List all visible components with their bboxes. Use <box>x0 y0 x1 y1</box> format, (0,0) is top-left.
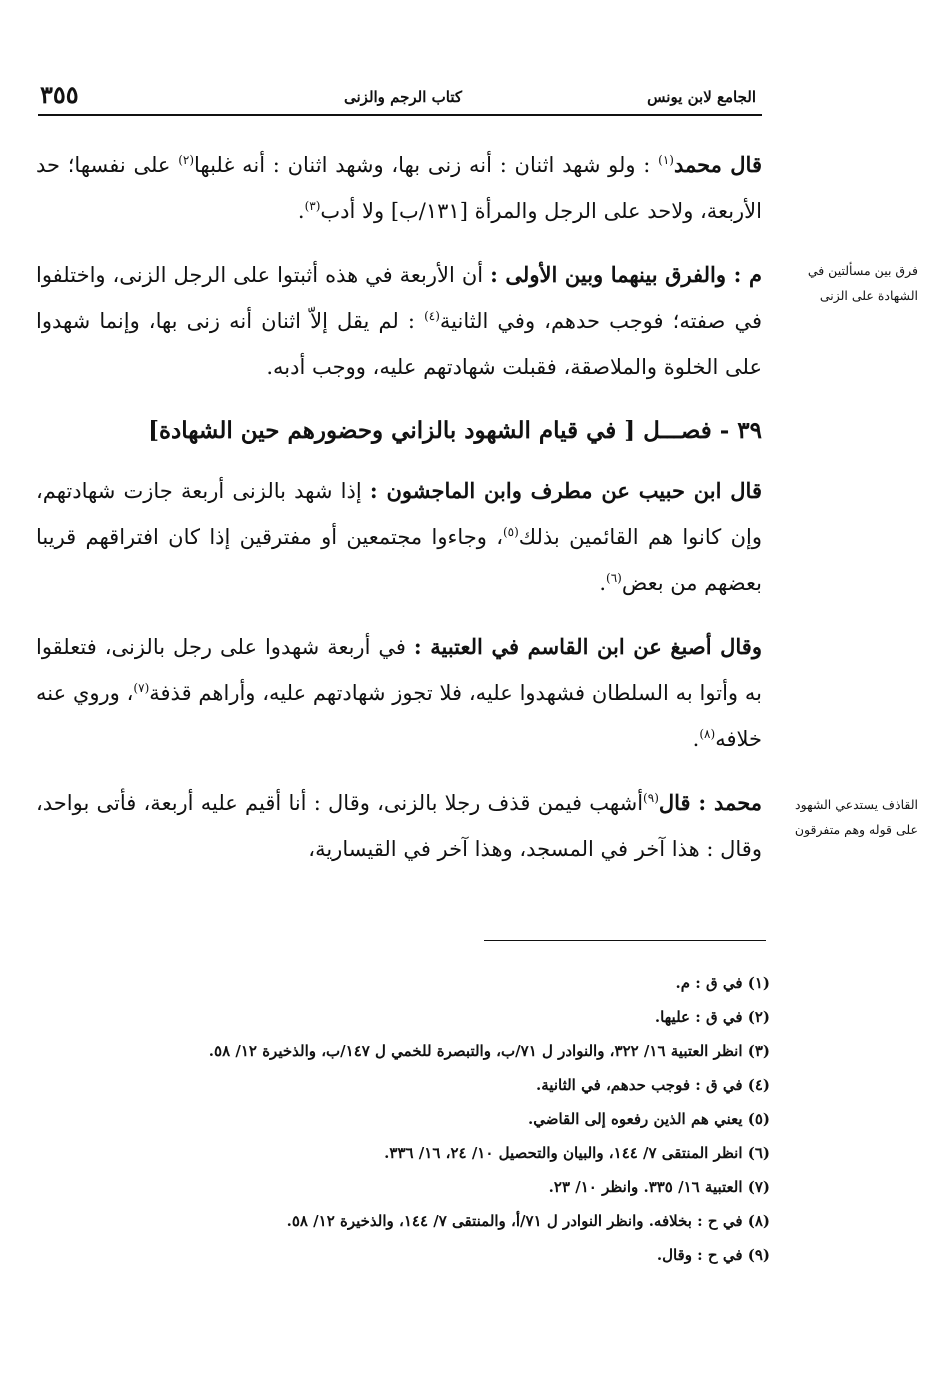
footnotes <box>50 966 770 1272</box>
footnote-ref: (٩) <box>643 791 659 805</box>
footnote-item: (٢) في ق : عليها. <box>654 1008 770 1026</box>
footnote-ref: (٤) <box>424 309 440 323</box>
paragraph-4 <box>36 624 762 762</box>
paragraph-lead: م : والفرق بينهما وبين الأولى : <box>490 262 762 287</box>
book-title: الجامع لابن يونس <box>647 88 756 106</box>
paragraph-text: ، وروي عنه خلافه <box>36 681 762 751</box>
section-heading: ٣٩ - فصـــل [ في قيام الشهود بالزاني وحضورهم حين الشهادة] <box>148 417 762 444</box>
paragraph-text: : لم يقل إلاّ اثنان أنه زنى بها، وإنما شهدوا على الخلوة والملاصقة، فقبلت شهادتهم عليه، ووجب أدبه. <box>36 309 762 379</box>
footnote-item: (٧) العتبية ١٦/ ٣٣٥. وانظر ١٠/ ٢٣. <box>548 1178 770 1196</box>
footnote-divider <box>484 940 766 941</box>
margin-note-2: القاذف يستدعي الشهود على قوله وهم متفرقون <box>794 797 918 837</box>
paragraph-text: . <box>599 571 607 595</box>
footnote-ref: (٨) <box>699 727 716 741</box>
footnote-item: (٣) انظر العتبية ١٦/ ٣٢٢، والنوادر ل ٧١/ب، والتبصرة للخمي ل ١٤٧/ب، والذخيرة ١٢/ ٥٨. <box>208 1042 770 1060</box>
footnote-ref: (٢) <box>178 153 195 167</box>
paragraph-1 <box>36 142 762 234</box>
page-number: ٣٥٥ <box>40 80 79 109</box>
footnote-ref: (٦) <box>606 571 622 585</box>
footnote-ref: (٧) <box>133 681 150 695</box>
paragraph-text: أن الأربعة في هذه أثبتوا على الرجل الزنى، واختلفوا في صفته؛ فوجب حدهم، وفي الثانية <box>36 263 763 333</box>
footnote-ref: (٣) <box>304 199 321 213</box>
paragraph-5 <box>36 780 762 872</box>
footnote-ref: (١) <box>658 153 674 167</box>
paragraph-text: : ولو شهد اثنان : أنه زنى بها، وشهد اثنان : أنه غلبها <box>194 153 659 177</box>
margin-note-1: فرق بين مسألتين في الشهادة على الزنى <box>807 263 918 303</box>
footnote-ref: (٥) <box>502 525 519 539</box>
paragraph-lead: وقال أصبغ عن ابن القاسم في العتبية : <box>413 634 762 659</box>
paragraph-text: على نفسها؛ حد الأربعة، ولاحد على الرجل والمرأة [١٣١/ب] ولا أدب <box>36 153 762 223</box>
footnote-item: (٩) في ح : وقال. <box>656 1246 770 1264</box>
paragraph-text: ، وجاءوا مجتمعين أو مفترقين إذا كان افتراقهم قريبا بعضهم من بعض <box>36 525 762 595</box>
main-text <box>36 142 762 890</box>
footnote-item: (٤) في ق : فوجب حدهم، في الثانية. <box>536 1076 770 1094</box>
footnote-item: (٥) يعني هم الذين رفعوه إلى القاضي. <box>528 1110 770 1128</box>
speaker-label: قال محمد <box>673 152 762 177</box>
paragraph-text: أشهب فيمن قذف رجلا بالزنى، وقال : أنا أقيم عليه أربعة، فأتى بواحد، وقال : هذا آخر في المسجد، وهذا آخر في القيسارية، <box>36 791 762 861</box>
paragraph-text: إذا شهد بالزنى أربعة جازت شهادتهم، وإن كانوا هم القائمين بذلك <box>36 479 762 549</box>
paragraph-3 <box>36 468 762 606</box>
chapter-title: كتاب الرجم والزنى <box>343 88 462 106</box>
footnote-item: (٦) انظر المنتقى ٧/ ١٤٤، والبيان والتحصيل ١٠/ ٢٤، ١٦/ ٣٣٦. <box>384 1144 770 1162</box>
paragraph-text: في أربعة شهدوا على رجل بالزنى، فتعلقوا به وأتوا به السلطان فشهدوا عليه، فلا تجوز شهادتهم عليه، وأراهم قذفة <box>36 635 762 705</box>
paragraph-lead: محمد : قال <box>658 790 762 815</box>
paragraph-text: . <box>297 199 305 223</box>
paragraph-2 <box>36 252 762 390</box>
page-header <box>38 80 762 116</box>
paragraph-lead: قال ابن حبيب عن مطرف وابن الماجشون : <box>369 478 762 503</box>
footnote-item: (١) في ق : م. <box>675 974 770 992</box>
paragraph-text: . <box>692 727 700 751</box>
footnote-item: (٨) في ح : بخلافه. وانظر النوادر ل ٧١/أ، والمنتقى ٧/ ١٤٤، والذخيرة ١٢/ ٥٨. <box>286 1212 770 1230</box>
